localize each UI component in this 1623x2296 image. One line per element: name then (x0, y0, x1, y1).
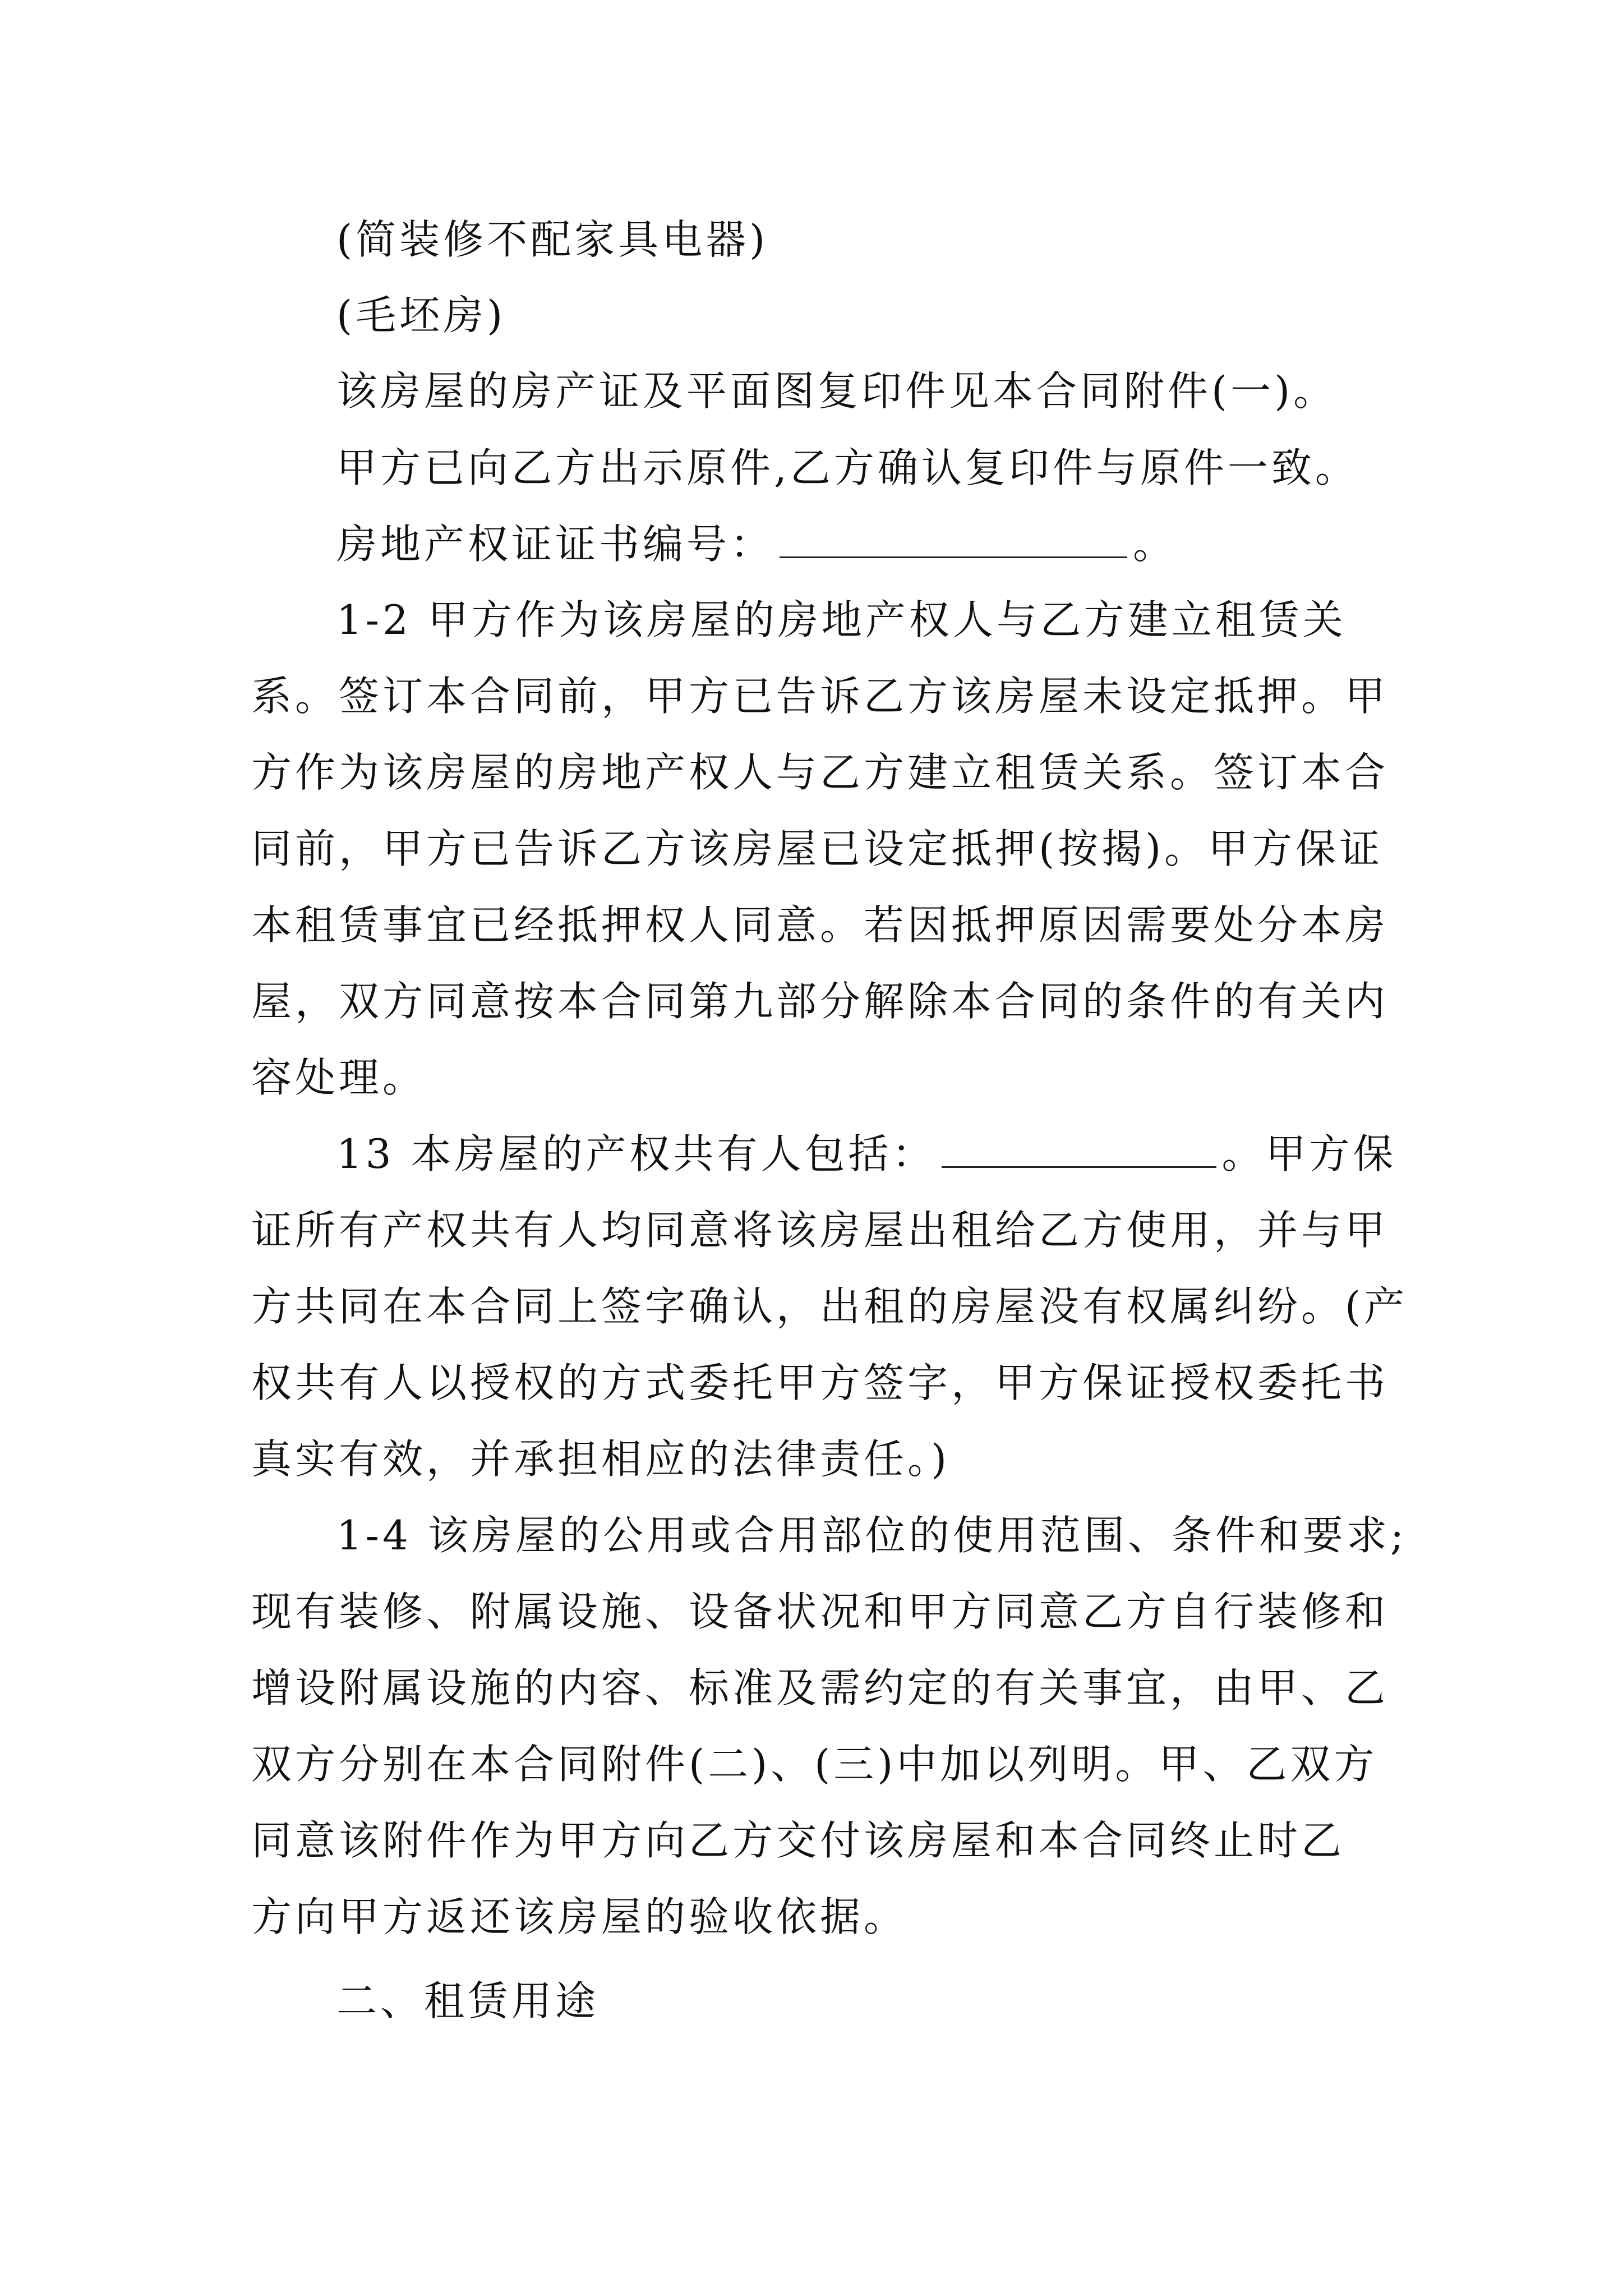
text-line: 甲方已向乙方出示原件,乙方确认复印件与原件一致。 (336, 444, 1359, 491)
text-line: 容处理。 (251, 1054, 427, 1101)
certificate-number-blank (780, 523, 1127, 558)
text-line: 方共同在本合同上签字确认，出租的房屋没有权属纠纷。(产 (251, 1283, 1408, 1330)
co-owners-blank (942, 1133, 1216, 1168)
text-line: (毛坯房) (336, 292, 506, 339)
text-line: 增设附属设施的内容、标准及需约定的有关事宜，由甲、乙 (251, 1664, 1389, 1711)
text-line: (简装修不配家具电器) (336, 216, 769, 263)
text-line: 权共有人以授权的方式委托甲方签字，甲方保证授权委托书 (251, 1359, 1389, 1406)
text-line: 该房屋的房产证及平面图复印件见本合同附件(一)。 (336, 367, 1338, 415)
text-line: 1-2 甲方作为该房屋的房地产权人与乙方建立租赁关 (336, 596, 1347, 643)
text-line: 屋，双方同意按本合同第九部分解除本合同的条件的有关内 (251, 978, 1389, 1025)
text-line: 本租赁事宜已经抵押权人同意。若因抵押原因需要处分本房 (251, 901, 1389, 949)
text-line: 证所有产权共有人均同意将该房屋出租给乙方使用，并与甲 (251, 1207, 1389, 1254)
text-line: 现有装修、附属设施、设备状况和甲方同意乙方自行装修和 (251, 1588, 1389, 1635)
certificate-number-line (336, 519, 1177, 569)
text-line: 同前，甲方已告诉乙方该房屋已设定抵押(按揭)。甲方保证 (251, 825, 1384, 872)
text-line: 真实有效，并承担相应的法律责任。) (251, 1435, 951, 1483)
text-line: 方作为该房屋的房地产权人与乙方建立租赁关系。签订本合 (251, 749, 1389, 796)
co-owners-line (336, 1129, 1397, 1179)
text-line: 系。签订本合同前，甲方已告诉乙方该房屋未设定抵押。甲 (251, 673, 1389, 720)
text-line: 方向甲方返还该房屋的验收依据。 (251, 1893, 908, 1940)
certificate-number-label: 房地产权证证书编号： (336, 521, 774, 568)
section-heading: 二、租赁用途 (336, 1977, 600, 2024)
text-line: 双方分别在本合同附件(二)、(三)中加以列明。甲、乙双方 (251, 1741, 1378, 1788)
text-line: 1-4 该房屋的公用或合用部位的使用范围、条件和要求; (336, 1512, 1408, 1559)
period: 。 (1133, 521, 1177, 568)
co-owners-label: 13 本房屋的产权共有人包括： (336, 1130, 936, 1177)
co-owners-tail: 。甲方保 (1221, 1130, 1397, 1177)
text-line: 同意该附件作为甲方向乙方交付该房屋和本合同终止时乙 (251, 1817, 1345, 1864)
